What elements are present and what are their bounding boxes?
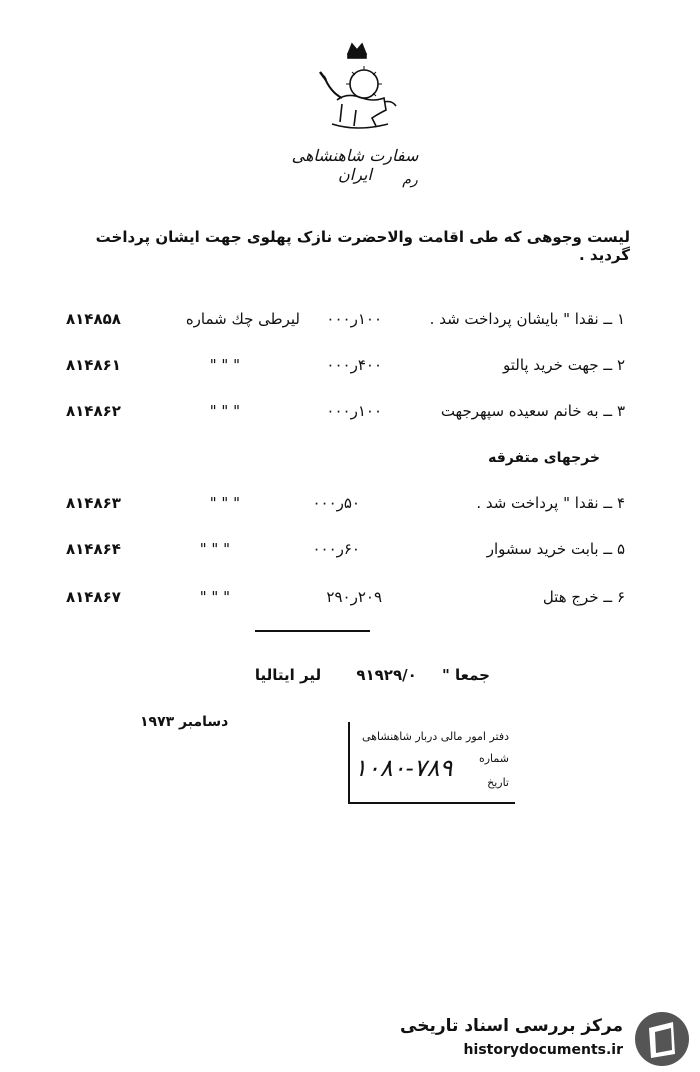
expense-amount: ۴۰۰ر۰۰۰ — [326, 356, 382, 374]
lion-and-sun-emblem — [312, 40, 402, 135]
archive-watermark — [395, 1010, 695, 1070]
expense-ditto: " " " — [199, 588, 230, 606]
expense-row — [0, 588, 700, 614]
total-line — [255, 666, 490, 684]
total-amount: ۹۱۹۲۹/۰ — [356, 666, 417, 684]
city-name: رم — [402, 172, 418, 188]
expense-amount: ۲۰۹ر۲۹۰ — [326, 588, 382, 606]
total-divider — [255, 630, 370, 632]
expense-amount: ۱۰۰ر۰۰۰ — [326, 402, 382, 420]
expense-description: ۶ ــ خرج هتل — [542, 588, 625, 606]
misc-expenses-heading: خرجهای متفرقه — [488, 450, 600, 466]
expense-row — [0, 494, 700, 520]
expense-description: ۱ ــ نقدا " بایشان پرداخت شد . — [429, 310, 625, 328]
expense-description: ۵ ــ بابت خرید سشوار — [486, 540, 625, 558]
stamp-office: دفتر امور مالی دربار شاهنشاهی — [362, 730, 509, 743]
expense-ditto: لیرطی چك شماره — [185, 310, 300, 328]
expense-amount: ۱۰۰ر۰۰۰ — [326, 310, 382, 328]
archive-name: مرکز بررسی اسناد تاریخی — [400, 1016, 623, 1036]
document-heading: لیست وجوهی که طی اقامت والاحضرت نازک پهلوی جهت ایشان پرداخت گردید . — [95, 228, 630, 264]
expense-description: ۴ ــ نقدا " پرداخت شد . — [476, 494, 625, 512]
registration-stamp — [348, 722, 515, 804]
archive-logo-icon — [633, 1010, 691, 1068]
expense-amount: ۶۰ر۰۰۰ — [312, 540, 360, 558]
embassy-name: سفارت شاهنشاهی ایران — [291, 146, 419, 184]
total-label: جمعا " — [441, 666, 490, 684]
expense-row — [0, 540, 700, 566]
expense-ditto: " " " — [209, 494, 240, 512]
expense-description: ۲ ــ جهت خرید پالتو — [502, 356, 625, 374]
expense-row — [0, 402, 700, 428]
expense-ditto: " " " — [199, 540, 230, 558]
expense-amount: ۵۰ر۰۰۰ — [312, 494, 360, 512]
check-number: ۸۱۴۸۶۳ — [66, 494, 121, 512]
check-number: ۸۱۴۸۶۴ — [66, 540, 121, 558]
stamp-number-label: شماره — [478, 752, 509, 765]
expense-description: ۳ ــ به خانم سعیده سپهرجهت — [440, 402, 625, 420]
stamp-handwritten-number: ۱۰۸۰-۷۸۹ — [354, 754, 453, 782]
check-number: ۸۱۴۸۶۱ — [66, 356, 121, 374]
expense-row — [0, 356, 700, 382]
total-currency: لیر ایتالیا — [254, 666, 322, 684]
archive-url: historydocuments.ir — [463, 1042, 623, 1058]
document-date: دسامبر ۱۹۷۳ — [140, 714, 229, 730]
stamp-date-label: تاریخ — [487, 776, 509, 789]
expense-ditto: " " " — [209, 402, 240, 420]
expense-row — [0, 310, 700, 336]
check-number: ۸۱۴۸۶۷ — [66, 588, 121, 606]
check-number: ۸۱۴۸۵۸ — [66, 310, 121, 328]
check-number: ۸۱۴۸۶۲ — [66, 402, 121, 420]
expense-ditto: " " " — [209, 356, 240, 374]
